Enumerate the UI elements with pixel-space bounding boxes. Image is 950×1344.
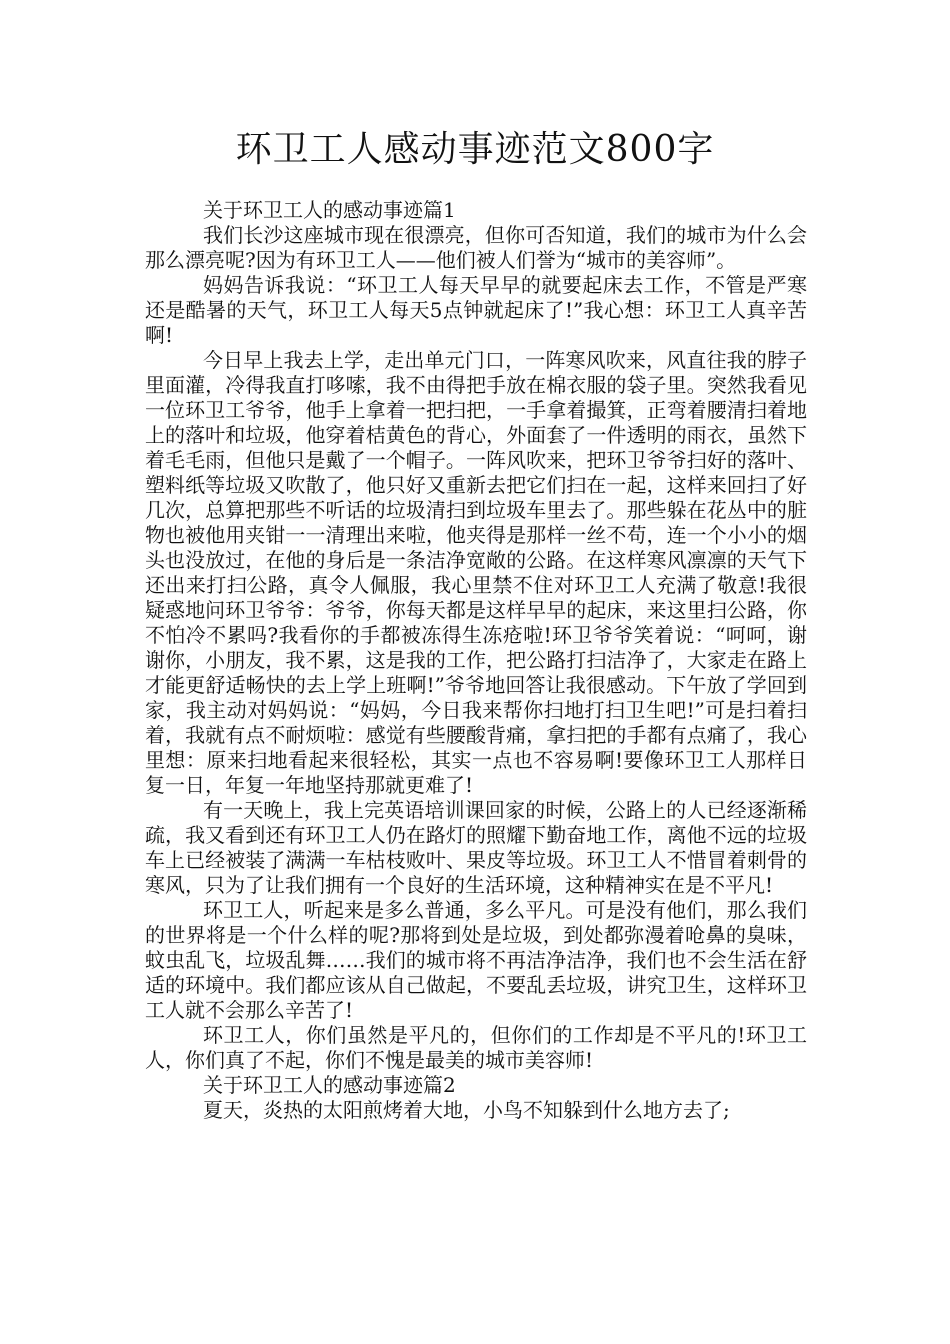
section-heading: 关于环卫工人的感动事迹篇2: [203, 1073, 456, 1097]
paragraph: 有一天晚上，我上完英语培训课回家的时候，公路上的人已经逐渐稀疏，我又看到还有环卫工人仍在路灯的照耀下勤奋地工作，离他不远的垃圾车上已经被装了满满一车枯枝败叶、果皮等垃圾。环卫工人不惜冒着刺骨的寒风，只为了让我们拥有一个良好的生活环境，这种精神实在是不平凡!: [145, 798, 807, 897]
paragraph: 环卫工人，你们虽然是平凡的，但你们的工作却是不平凡的!环卫工人，你们真了不起，你们不愧是最美的城市美容师!: [145, 1023, 807, 1072]
paragraph: 夏天，炎热的太阳煎烤着大地，小鸟不知躲到什么地方去了;: [203, 1098, 730, 1122]
document-title: 环卫工人感动事迹范文800字: [235, 129, 715, 170]
document-body: [145, 198, 807, 1123]
paragraph: 环卫工人，听起来是多么普通，多么平凡。可是没有他们，那么我们的世界将是一个什么样的呢?那将到处是垃圾，到处都弥漫着呛鼻的臭味，蚊虫乱飞，垃圾乱舞……我们的城市将不再洁净洁净，我们也不会生活在舒适的环境中。我们都应该从自己做起，不要乱丢垃圾，讲究卫生，这样环卫工人就不会那么辛苦了!: [145, 898, 807, 1022]
paragraph: 妈妈告诉我说：“环卫工人每天早早的就要起床去工作，不管是严寒还是酷暑的天气，环卫工人每天5点钟就起床了!”我心想：环卫工人真辛苦啊!: [145, 273, 807, 347]
section-heading: 关于环卫工人的感动事迹篇1: [203, 198, 456, 222]
paragraph: 我们长沙这座城市现在很漂亮，但你可否知道，我们的城市为什么会那么漂亮呢?因为有环卫工人——他们被人们誉为“城市的美容师”。: [145, 223, 807, 272]
paragraph: 今日早上我去上学，走出单元门口，一阵寒风吹来，风直往我的脖子里面灌，冷得我直打哆嗦，我不由得把手放在棉衣服的袋子里。突然我看见一位环卫工爷爷，他手上拿着一把扫把，一手拿着撮箕，正弯着腰清扫着地上的落叶和垃圾，他穿着桔黄色的背心，外面套了一件透明的雨衣，虽然下着毛毛雨，但他只是戴了一个帽子。一阵风吹来，把环卫爷爷扫好的落叶、塑料纸等垃圾又吹散了，他只好又重新去把它们扫在一起，这样来回扫了好几次，总算把那些不听话的垃圾清扫到垃圾车里去了。那些躲在花丛中的脏物也被他用夹钳一一清理出来啦，他夹得是那样一丝不苟，连一个小小的烟头也没放过，在他的身后是一条洁净宽敞的公路。在这样寒风凛凛的天气下还出来打扫公路，真令人佩服，我心里禁不住对环卫工人充满了敬意!我很疑惑地问环卫爷爷：爷爷，你每天都是这样早早的起床，来这里扫公路，你不怕冷不累吗?我看你的手都被冻得生冻疮啦!环卫爷爷笑着说：“呵呵，谢谢你，小朋友，我不累，这是我的工作，把公路打扫洁净了，大家走在路上才能更舒适畅快的去上学上班啊!”爷爷地回答让我很感动。下午放了学回到家，我主动对妈妈说：“妈妈，今日我来帮你扫地打扫卫生吧!”可是扫着扫着，我就有点不耐烦啦：感觉有些腰酸背痛，拿扫把的手都有点痛了，我心里想：原来扫地看起来很轻松，其实一点也不容易啊!要像环卫工人那样日复一日，年复一年地坚持那就更难了!: [145, 348, 807, 797]
